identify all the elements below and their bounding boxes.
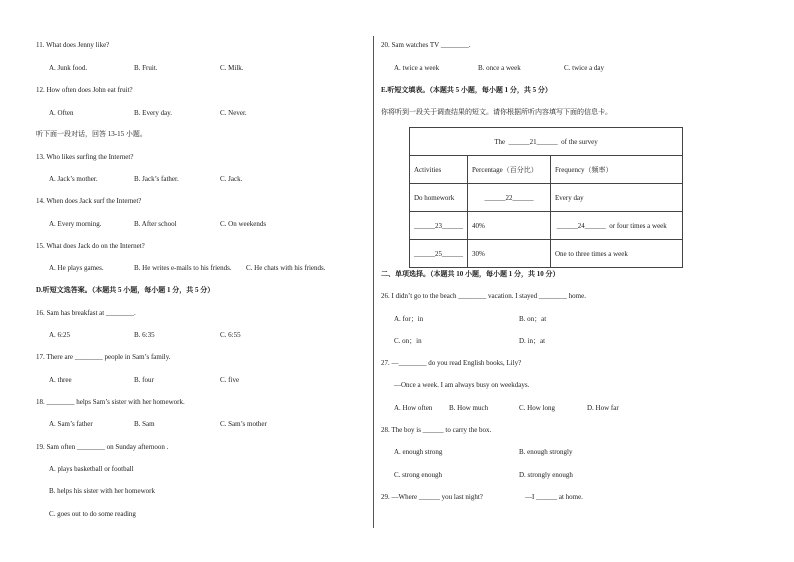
q26-option-a: A. for；in [394,315,424,323]
q17-option-c: C. five [220,376,240,384]
q26-option-b: B. on；at [519,315,547,323]
header-percentage: Percentage（百分比） [468,156,551,184]
q27-reply: —Once a week. I am always busy on weekdays. [394,381,530,389]
frequency-24-text: or four times a week [609,221,667,230]
q17-option-a: A. three [49,376,72,384]
instruction-13-15: 听下面一段对话，回答 13-15 小题。 [36,130,147,138]
q18-option-b: B. Sam [134,420,155,428]
blank-23: ______23______ [410,212,468,240]
column-divider [373,36,374,528]
header-frequency: Frequency（频率） [551,156,683,184]
q19-option-b: B. helps his sister with her homework [49,487,155,495]
q15-option-b: B. He writes e-mails to his friends. [134,264,232,272]
q13-stem: 13. Who likes surfing the Internet? [36,153,134,161]
table-title-post: of the survey [561,137,598,146]
table-title-pre: The [494,137,506,146]
q20-option-c: C. twice a day [564,64,605,72]
q18-option-a: A. Sam’s father [49,420,93,428]
q28-option-b: B. enough strongly [519,448,573,456]
q17-stem: 17. There are ________ people in Sam’s family. [36,353,171,361]
q19-option-a: A. plays basketball or football [49,465,134,473]
q13-option-a: A. Jack’s mother. [49,175,98,183]
q13-option-b: B. Jack’s father. [134,175,179,183]
q28-option-a: A. enough strong [394,448,443,456]
q28-stem: 28. The boy is ______ to carry the box. [381,426,492,434]
q11-option-a: A. Junk food. [49,64,88,72]
q14-option-b: B. After school [134,220,177,228]
blank-24: ______24______ [556,221,606,230]
q16-stem: 16. Sam has breakfast at ________. [36,309,136,317]
section-e-heading: E.听短文填表。（本题共 5 小题，每小题 1 分，共 5 分） [381,86,552,94]
cell-40-percent: 40% [468,212,551,240]
q19-option-c: C. goes out to do some reading [49,510,136,518]
q20-option-a: A. twice a week [394,64,440,72]
q16-option-c: C. 6:55 [220,331,241,339]
q29-answer: —I ______ at home. [525,493,583,501]
q29-stem: 29. —Where ______ you last night? [381,493,483,501]
q20-stem: 20. Sam watches TV ________. [381,41,471,49]
q27-option-c: C. How long [519,404,555,412]
q12-stem: 12. How often does John eat fruit? [36,86,133,94]
q11-stem: 11. What does Jenny like? [36,41,110,49]
q18-option-c: C. Sam’s mother [220,420,267,428]
q16-option-a: A. 6:25 [49,331,70,339]
table-row [410,156,683,184]
cell-every-day: Every day [551,184,683,212]
q27-option-a: A. How often [394,404,433,412]
q12-option-c: C. Never. [220,109,247,117]
q15-option-c: C. He chats with his friends. [246,264,326,272]
q11-option-b: B. Fruit. [134,64,158,72]
q27-stem: 27. —________ do you read English books, Lily? [381,359,522,367]
table-title-cell [410,128,683,156]
q27-option-b: B. How much [449,404,489,412]
q15-stem: 15. What does Jack do on the Internet? [36,242,145,250]
q12-option-b: B. Every day. [134,109,173,117]
q28-option-d: D. strongly enough [519,471,573,479]
q14-option-c: C. On weekends [220,220,267,228]
q26-option-c: C. on；in [394,337,422,345]
section-e-instruction: 你将听到一段关于调查结果的短文。请你根据所听内容填写下面的信息卡。 [381,108,612,116]
blank-22: ______22______ [468,184,551,212]
table-row [410,128,683,156]
q26-option-d: D. in；at [519,337,546,345]
q12-option-a: A. Often [49,109,74,117]
cell-frequency-24 [551,212,683,240]
q18-stem: 18. ________ helps Sam’s sister with her homework. [36,398,185,406]
q28-option-c: C. strong enough [394,471,443,479]
header-activities: Activities [410,156,468,184]
cell-30-percent: 30% [468,240,551,268]
blank-21: ______21______ [508,137,558,146]
table-row [410,212,683,240]
table-row [410,240,683,268]
table-row [410,184,683,212]
section-2-heading: 二、单项选择。（本题共 10 小题，每小题 1 分，共 10 分） [381,270,560,278]
q20-option-b: B. once a week [478,64,521,72]
cell-do-homework: Do homework [410,184,468,212]
q16-option-b: B. 6:35 [134,331,155,339]
q17-option-b: B. four [134,376,154,384]
q14-stem: 14. When does Jack surf the Internet? [36,197,142,205]
blank-25: ______25______ [410,240,468,268]
q27-option-d: D. How far [587,404,619,412]
cell-one-to-three: One to three times a week [551,240,683,268]
q13-option-c: C. Jack. [220,175,243,183]
q19-stem: 19. Sam often ________ on Sunday afternoon . [36,443,169,451]
q26-stem: 26. I didn’t go to the beach ________ vacation. I stayed ________ home. [381,292,586,300]
q11-option-c: C. Milk. [220,64,244,72]
q14-option-a: A. Every morning. [49,220,102,228]
survey-info-table [409,127,683,268]
q15-option-a: A. He plays games. [49,264,104,272]
section-d-heading: D.听短文选答案。（本题共 5 小题，每小题 1 分，共 5 分） [36,286,215,294]
